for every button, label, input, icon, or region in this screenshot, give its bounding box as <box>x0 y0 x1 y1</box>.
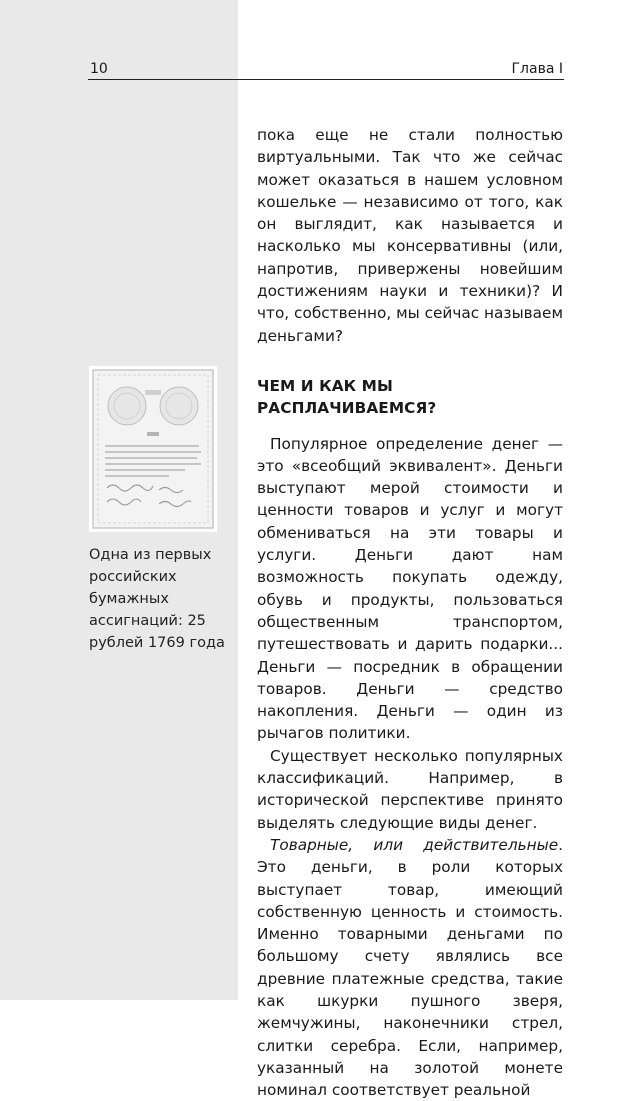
assignat-banknote-image <box>89 366 217 532</box>
paragraph-commodity-money <box>257 834 563 1101</box>
caption-text: Одна из первых российских бумажных ассигнаций: 25 рублей 1769 года <box>89 547 225 651</box>
section-heading: ЧЕМ И КАК МЫ РАСПЛАЧИВАЕМСЯ? <box>257 376 437 418</box>
paragraph-continued: пока еще не стали полностью виртуальными. Так что же сейчас может оказаться в нашем условном кошельке — независимо от того, как он выглядит, как называется и насколько мы консервативны (или, напротив, привержены новейшим достижениям науки и техники)? И что, собственно, мы сейчас называем деньгами? <box>257 126 563 345</box>
header-rule <box>88 79 564 80</box>
figure-caption <box>89 544 229 654</box>
paragraph-definition: Популярное определение денег — это «всеобщий эквивалент». Деньги выступают мерой стоимости и ценности товаров и услуг и могут обмениваться на эти товары и услуги. Деньги дают нам возможность покупать одежду, обувь и продукты, пользоваться общественным транспортом, путешествовать и дарить подарки... Деньги — посредник в обращении товаров. Деньги — средство накопления. Деньги — один из рычагов политики. <box>257 434 563 743</box>
paragraph-classifications: Существует несколько популярных классификаций. Например, в исторической перспективе принято выделять следующие виды денег. <box>257 746 563 832</box>
assignat-illustration <box>89 366 217 532</box>
page-number: 10 <box>90 61 108 77</box>
commodity-money-term: Товарные, или действительные <box>270 835 559 854</box>
main-text-column <box>257 124 563 1101</box>
commodity-money-text: . Это деньги, в роли которых выступает товар, имеющий собственную ценность и стоимость. Именно товарными деньгами по большому счету являлись все древние платежные средства, такие как шкурки пушного зверя, жемчужины, наконечники стрел, слитки серебра. Если, например, указанный на золотой монете номинал соответствует реальной <box>257 835 563 1100</box>
running-head: Глава I <box>511 61 563 77</box>
